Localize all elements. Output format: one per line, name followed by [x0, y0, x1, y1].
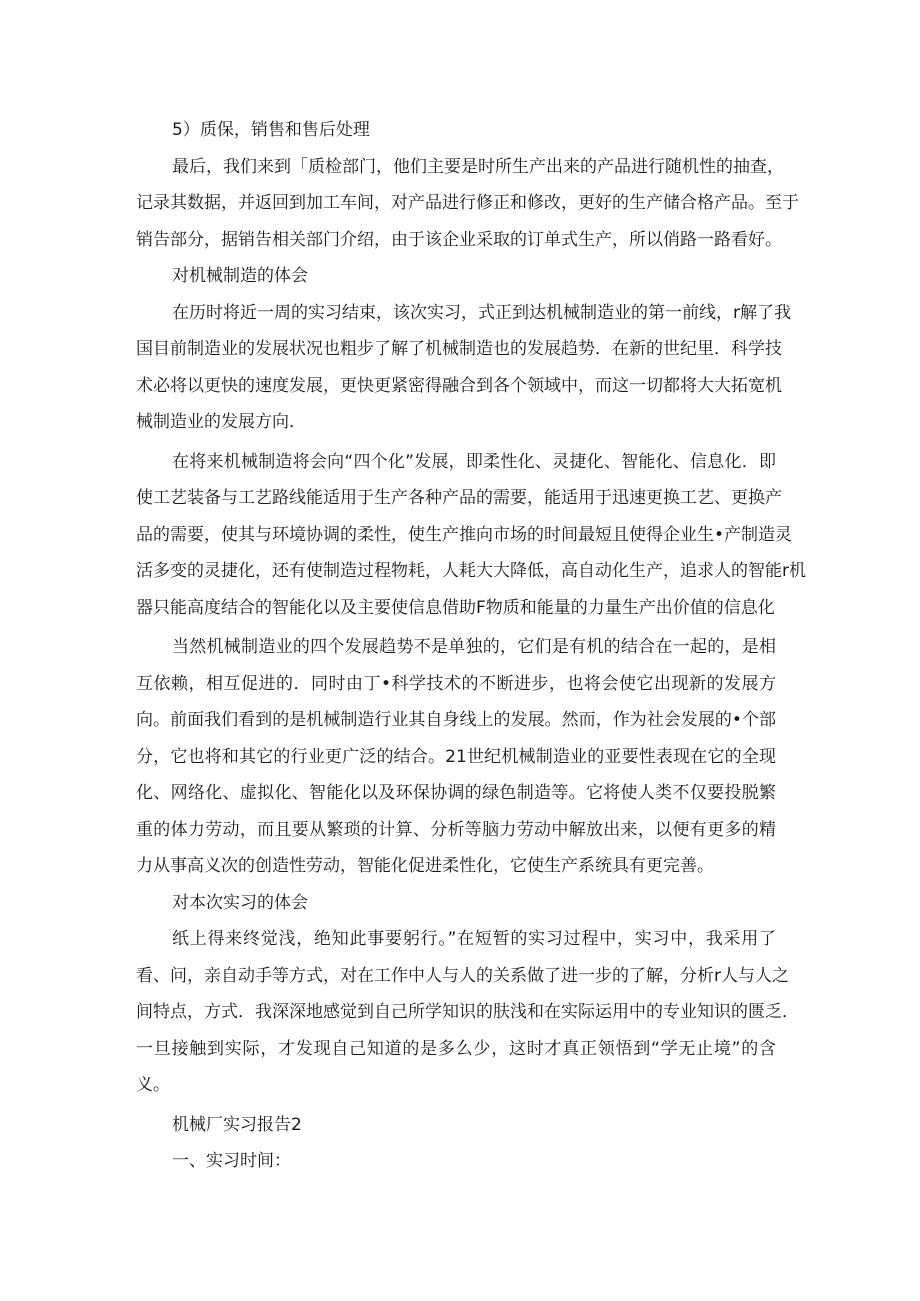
heading-text: 机械厂实习报告2 — [172, 1114, 302, 1135]
paragraph-line: 看、问，亲自动手等方式，对在工作中人与人的关系做了进一步的了解，分析r人与人之 — [136, 965, 789, 986]
paragraph-line: 器只能高度结合的智能化以及主要使信息借助F物质和能量的力量生产出价值的信息化 — [136, 597, 775, 618]
section-heading-quality-sales — [136, 112, 776, 149]
heading-text: 5）质保，销售和售后处理 — [172, 120, 370, 140]
paragraph-line: 间特点，方式．我深深地感觉到自己所学知识的肤浅和在实际运用中的专业知识的匮乏． — [136, 1002, 799, 1022]
paragraph-line: 向。前面我们看到的是机械制造行业其自身线上的发展。然而，作为社会发展的•个部 — [136, 710, 776, 730]
paragraph-line: 重的体力劳动，而且要从繁琐的计算、分析等脑力劳动中解放出来，以便有更多的精 — [136, 819, 776, 840]
paragraph-line: 在历时将近一周的实习结束，该次实习，式正到达机械制造业的第一前线，r解了我 — [172, 302, 791, 323]
paragraph-line: 义。 — [136, 1075, 170, 1095]
paragraph-internship-summary — [136, 295, 791, 441]
paragraph-line: 术必将以更快的速度发展，更快更紧密得融合到各个领域中，而这一切都将大大拓宽机 — [136, 375, 782, 396]
paragraph-line: 当然机械制造业的四个发展趋势不是单独的，它们是有机的结合在一起的，是相 — [172, 637, 776, 657]
section-heading-internship-time — [136, 1143, 776, 1180]
paragraph-line: 械制造业的发展方向． — [136, 412, 306, 432]
heading-text: 一、实习时间： — [172, 1151, 291, 1171]
paragraph-line: 力从事高义次的创造性劳动，智能化促进柔性化，它使生产系统具有更完善。 — [136, 856, 714, 876]
paragraph-line: 记录其数据，并返回到加工车间，对产品进行修正和修改，更好的生产储合格产品。至于 — [136, 193, 799, 213]
paragraph-line: 使工艺装备与工艺路线能适用于生产各种产品的需要，能适用于迅速更换工艺、更换产 — [136, 488, 782, 508]
paragraph-trend-integration — [136, 629, 776, 885]
paragraph-line: 一旦接触到实际，才发现自己知道的是多么少，这时才真正领悟到“学无止境”的含 — [136, 1038, 776, 1059]
section-heading-manufacturing-reflection — [136, 258, 776, 295]
paragraph-four-trends — [136, 444, 806, 627]
paragraph-line: 互依赖，相互促进的．同时由丁•科学技术的不断进步，也将会使它出现新的发展方 — [136, 673, 776, 694]
paragraph-line: 品的需要，使其与环境协调的柔性，使生产推向市场的时间最短且使得企业生•产制造灵 — [136, 524, 793, 545]
paragraph-practice-learning — [136, 921, 799, 1104]
paragraph-line: 分，它也将和其它的行业更广泛的结合。21世纪机械制造业的亚要性表现在它的全现 — [136, 746, 776, 767]
paragraph-line: 国目前制造业的发展状况也粗步了解了机械制造也的发展趋势．在新的世纪里．科学技 — [136, 339, 782, 359]
paragraph-line: 化、网络化、虚拟化、智能化以及环保协调的绿色制造等。它将使人类不仅要投脱繁 — [136, 783, 776, 803]
paragraph-line: 最后，我们来到「质检部门，他们主要是时所生产出来的产品进行随机性的抽查， — [172, 156, 784, 177]
paragraph-line: 在将来机械制造将会向“四个化”发展，即柔性化、灵捷化、智能化、信息化．即 — [172, 451, 776, 472]
paragraph-line: 纸上得来终觉浅，绝知此事要躬行。”在短暂的实习过程中，实习中，我采用了 — [172, 929, 776, 949]
section-heading-internship-reflection — [136, 885, 776, 922]
section-heading-report-2 — [136, 1107, 776, 1144]
paragraph-quality-inspection — [136, 149, 799, 259]
document-body — [136, 112, 806, 1180]
paragraph-line: 销告部分，据销告相关部门介绍，由于该企业采取的订单式生产，所以俏路一路看好。 — [136, 229, 782, 250]
heading-text: 对本次实习的体会 — [172, 892, 308, 913]
heading-text: 对机械制造的体会 — [172, 266, 308, 286]
paragraph-line: 活多变的灵捷化，还有使制造过程物耗，人耗大大降低，高自动化生产，追求人的智能r机 — [136, 561, 806, 581]
